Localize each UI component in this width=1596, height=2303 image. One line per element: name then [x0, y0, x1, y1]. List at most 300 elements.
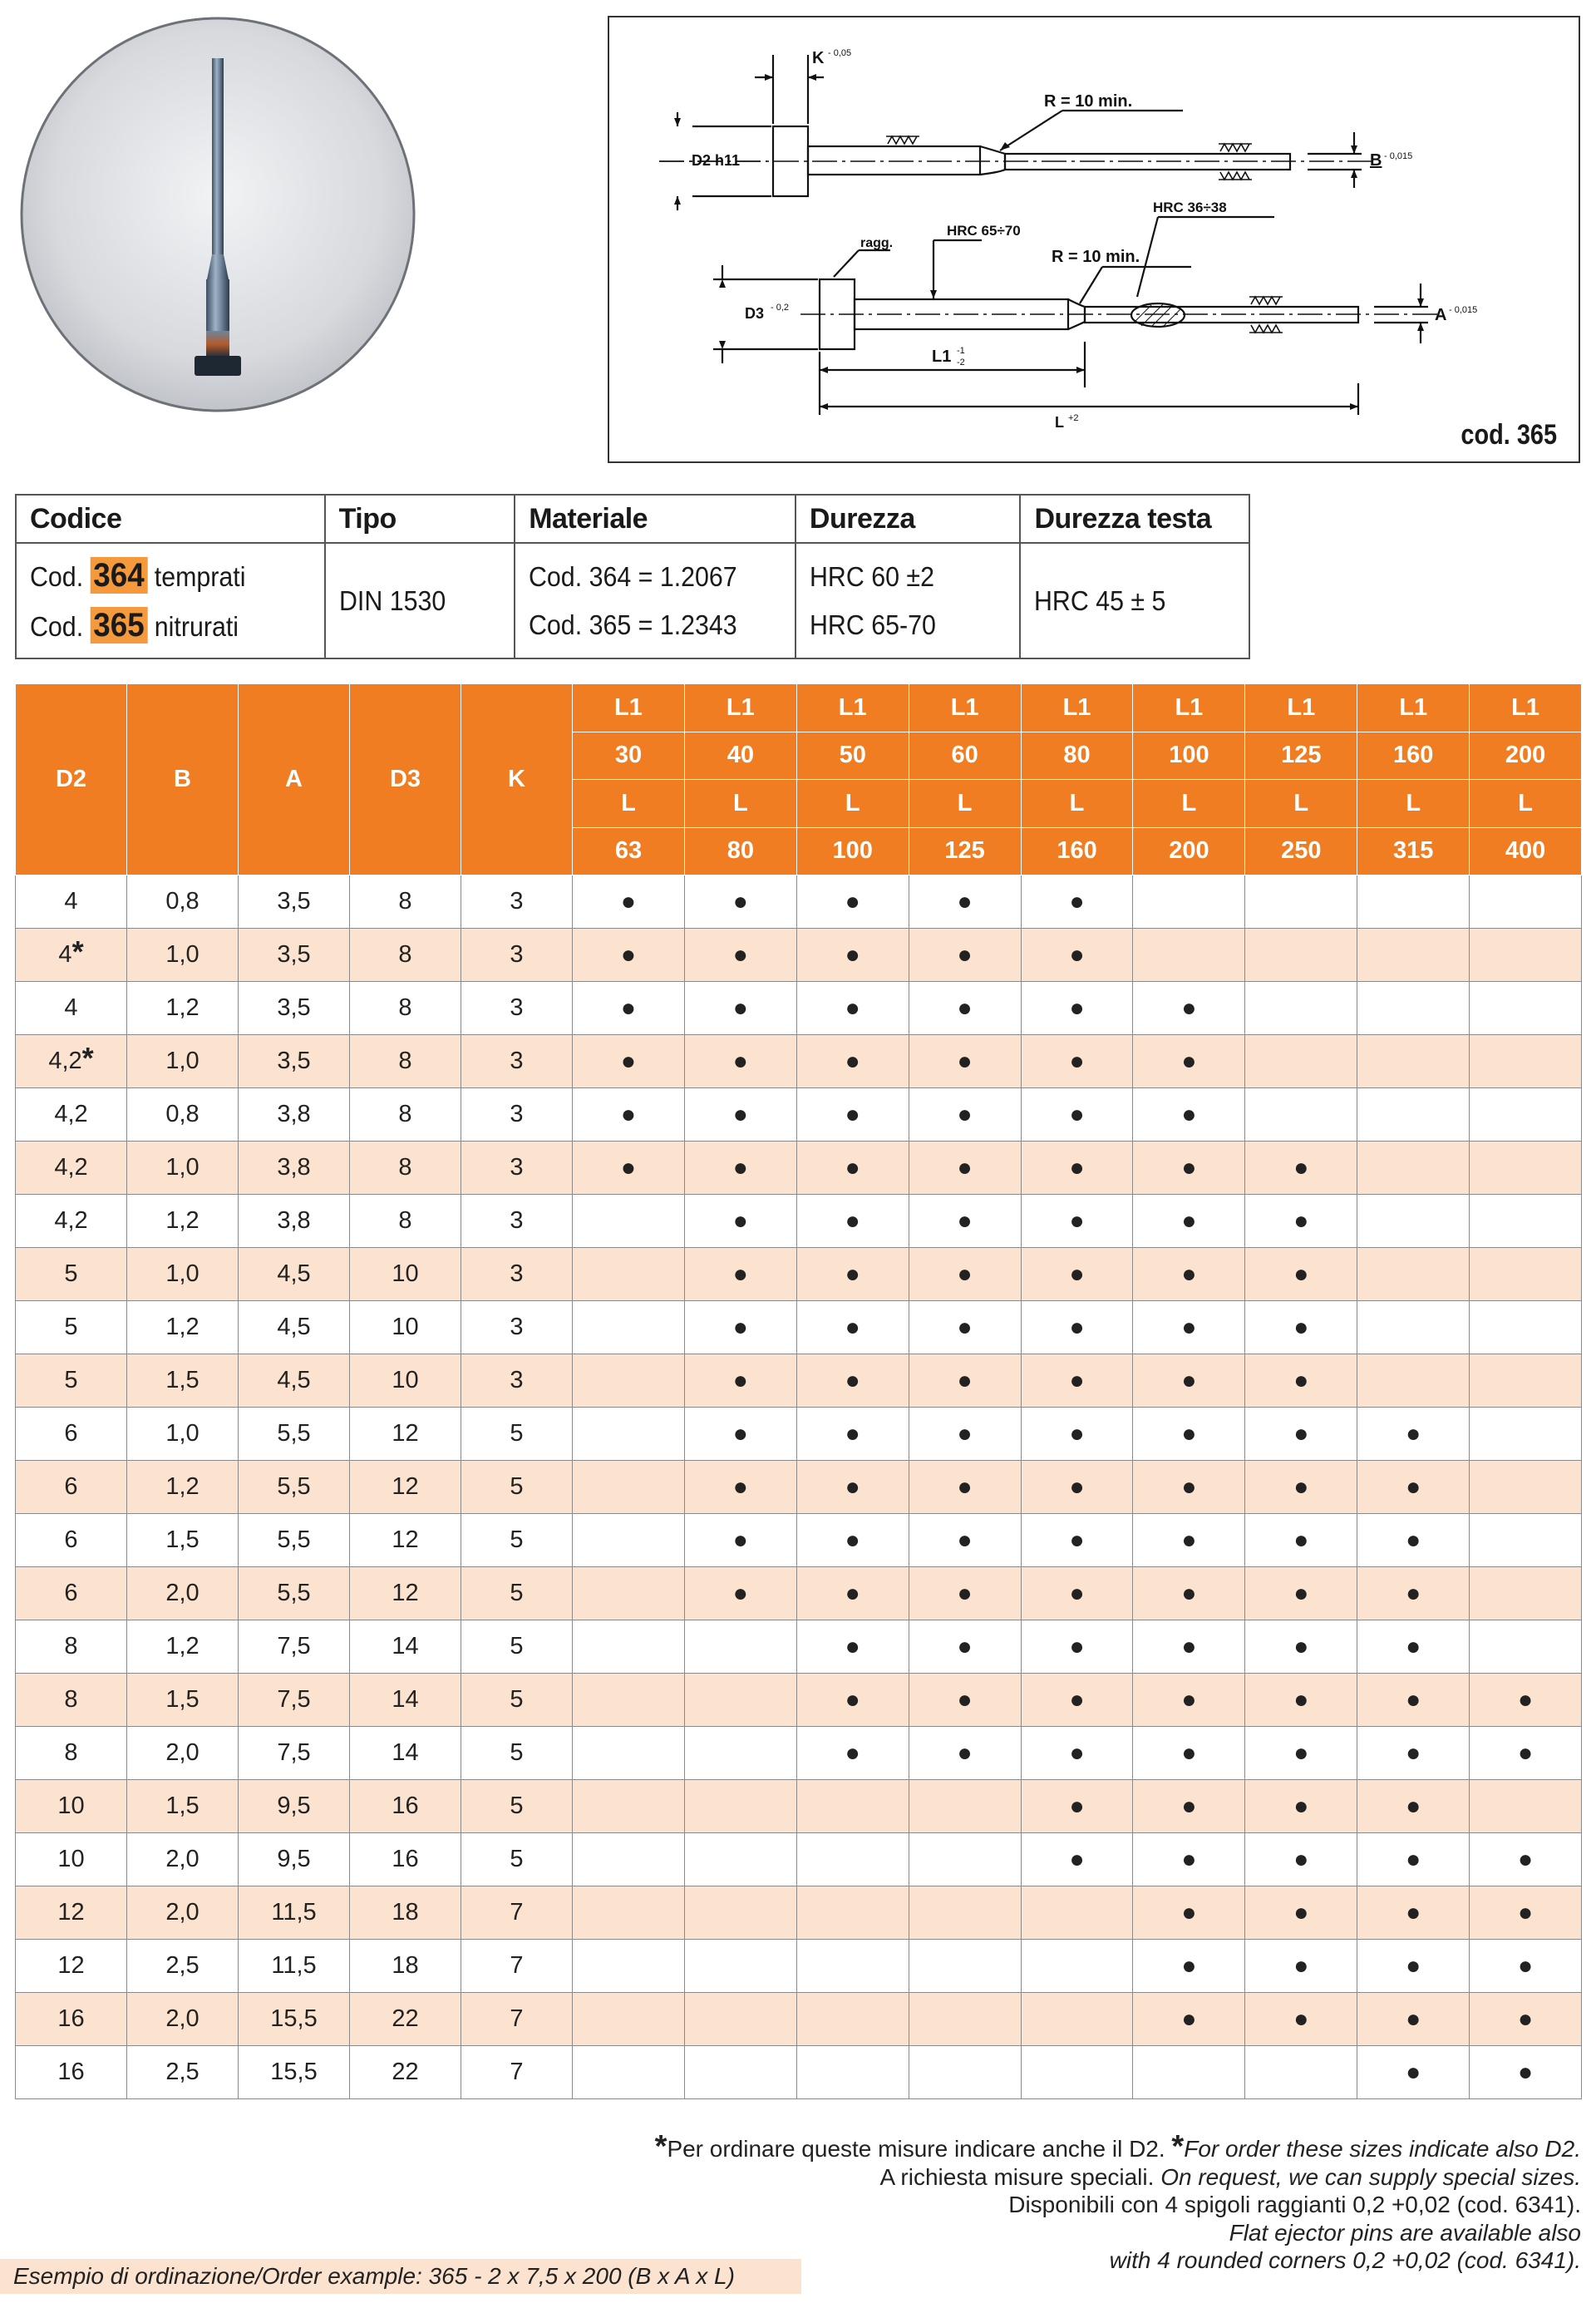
availability-cell: ●	[1245, 1727, 1357, 1780]
spec-tipo-cell	[325, 543, 515, 658]
availability-cell: ●	[1245, 1780, 1357, 1833]
availability-cell: ●	[1470, 1886, 1582, 1940]
d2-label: D2 h11	[692, 152, 741, 169]
availability-cell	[573, 1567, 685, 1620]
availability-cell	[909, 1940, 1021, 1993]
availability-cell	[573, 1461, 685, 1514]
table-row	[16, 1727, 1582, 1780]
availability-cell: ●	[684, 1195, 796, 1248]
cell-d3: 14	[350, 1620, 461, 1674]
spec-durezza-cell	[796, 543, 1021, 658]
availability-cell: ●	[1470, 1940, 1582, 1993]
cell-b: 1,5	[127, 1354, 239, 1408]
d2-value: 16	[57, 2059, 85, 2085]
code-364-line	[30, 551, 245, 601]
table-row	[16, 1354, 1582, 1408]
availability-cell: ●	[684, 1408, 796, 1461]
spec-durezza-testa-cell	[1020, 543, 1249, 658]
cell-k: 7	[461, 1940, 573, 1993]
cell-d3: 8	[350, 875, 461, 929]
availability-cell: ●	[1021, 1142, 1133, 1195]
availability-cell	[1470, 1088, 1582, 1142]
cell-a: 3,8	[239, 1088, 350, 1142]
header-l-value: 80	[684, 827, 796, 875]
d2-value: 12	[57, 1952, 85, 1979]
header-l1-label: L1	[796, 684, 909, 732]
cell-b: 1,2	[127, 1620, 239, 1674]
availability-cell: ●	[796, 1195, 909, 1248]
cell-a: 3,8	[239, 1195, 350, 1248]
cell-b: 1,0	[127, 929, 239, 982]
availability-cell	[796, 1833, 909, 1886]
a-label: A	[1435, 306, 1447, 324]
cell-d3: 8	[350, 982, 461, 1035]
drawing-code-label: cod. 365	[1461, 419, 1557, 451]
table-row	[16, 1035, 1582, 1088]
cell-k: 3	[461, 1301, 573, 1354]
cell-d2	[16, 1674, 127, 1727]
cell-k: 5	[461, 1833, 573, 1886]
header-l1-value: 125	[1245, 732, 1357, 780]
cell-k: 5	[461, 1674, 573, 1727]
cell-a: 11,5	[239, 1886, 350, 1940]
cell-b: 1,0	[127, 1248, 239, 1301]
availability-cell: ●	[1470, 1833, 1582, 1886]
availability-cell	[909, 1993, 1021, 2046]
availability-cell: ●	[1245, 1567, 1357, 1620]
availability-cell: ●	[1133, 1886, 1245, 1940]
cell-d3: 8	[350, 1035, 461, 1088]
cell-k: 3	[461, 1035, 573, 1088]
availability-cell: ●	[1133, 1035, 1245, 1088]
availability-cell: ●	[1133, 1408, 1245, 1461]
availability-cell: ●	[796, 1408, 909, 1461]
cell-a: 15,5	[239, 2046, 350, 2099]
code-365-suffix: nitrurati	[154, 610, 239, 642]
availability-cell	[1357, 1035, 1470, 1088]
availability-cell: ●	[1245, 1886, 1357, 1940]
materiale-365: Cod. 365 = 1.2343	[529, 609, 737, 640]
availability-cell: ●	[1133, 1514, 1245, 1567]
availability-cell: ●	[1357, 1833, 1470, 1886]
availability-cell: ●	[909, 1195, 1021, 1248]
header-l1-label: L1	[1245, 684, 1357, 732]
availability-cell	[684, 1886, 796, 1940]
availability-cell: ●	[1245, 1354, 1357, 1408]
table-row	[16, 1833, 1582, 1886]
availability-cell: ●	[1021, 1408, 1133, 1461]
availability-cell	[1357, 929, 1470, 982]
cell-d3: 16	[350, 1833, 461, 1886]
cell-d2	[16, 982, 127, 1035]
d2-value: 6	[64, 1526, 78, 1553]
cell-a: 3,5	[239, 1035, 350, 1088]
availability-cell	[1470, 1567, 1582, 1620]
availability-cell	[573, 1993, 685, 2046]
table-row	[16, 1461, 1582, 1514]
cell-a: 7,5	[239, 1674, 350, 1727]
table-row	[16, 1088, 1582, 1142]
cell-d2	[16, 1195, 127, 1248]
table-row	[16, 929, 1582, 982]
availability-cell: ●	[909, 1567, 1021, 1620]
hrc-surface-label: HRC 65÷70	[947, 223, 1021, 239]
cell-b: 1,0	[127, 1035, 239, 1088]
raggio-label: ragg.	[860, 236, 894, 250]
cell-k: 5	[461, 1567, 573, 1620]
availability-cell	[573, 1674, 685, 1727]
availability-cell: ●	[1021, 1354, 1133, 1408]
durezza-testa-value: HRC 45 ± 5	[1034, 584, 1166, 616]
cell-d2	[16, 1408, 127, 1461]
cell-d3: 12	[350, 1461, 461, 1514]
availability-cell: ●	[1133, 1727, 1245, 1780]
table-row	[16, 1993, 1582, 2046]
table-row	[16, 1408, 1582, 1461]
table-row	[16, 1620, 1582, 1674]
availability-cell: ●	[1021, 1301, 1133, 1354]
availability-cell: ●	[796, 1567, 909, 1620]
availability-cell: ●	[1245, 1142, 1357, 1195]
availability-cell: ●	[1133, 1354, 1245, 1408]
cell-b: 0,8	[127, 1088, 239, 1142]
availability-cell	[909, 1833, 1021, 1886]
cell-d2	[16, 1461, 127, 1514]
cell-d2	[16, 1993, 127, 2046]
availability-cell	[573, 1886, 685, 1940]
availability-cell	[796, 1886, 909, 1940]
availability-cell: ●	[684, 982, 796, 1035]
header-l1-label: L1	[573, 684, 685, 732]
availability-cell	[1021, 1940, 1133, 1993]
d2-value: 8	[64, 1633, 78, 1659]
availability-cell	[1470, 1195, 1582, 1248]
availability-cell: ●	[909, 1408, 1021, 1461]
durezza-365: HRC 65-70	[809, 609, 936, 640]
cell-d3: 22	[350, 2046, 461, 2099]
availability-cell: ●	[909, 1514, 1021, 1567]
availability-cell	[796, 2046, 909, 2099]
cell-a: 5,5	[239, 1567, 350, 1620]
availability-cell: ●	[796, 1301, 909, 1354]
technical-drawing	[608, 16, 1580, 463]
spec-codice-cell	[16, 543, 325, 658]
l1-tolerance-lower: -2	[957, 358, 965, 367]
code-prefix: Cod.	[30, 610, 84, 642]
cell-d3: 8	[350, 1142, 461, 1195]
d2-value: 4	[64, 994, 78, 1021]
availability-cell	[1021, 1886, 1133, 1940]
header-d3: D3	[350, 684, 461, 875]
availability-cell: ●	[909, 1088, 1021, 1142]
cell-d3: 8	[350, 1195, 461, 1248]
cell-a: 3,5	[239, 875, 350, 929]
spec-header-tipo: Tipo	[325, 495, 515, 543]
availability-cell: ●	[1021, 1727, 1133, 1780]
availability-cell: ●	[684, 1142, 796, 1195]
d2-value: 5	[64, 1367, 78, 1393]
availability-cell: ●	[1357, 1886, 1470, 1940]
d2-value: 4	[64, 888, 78, 915]
availability-cell	[1357, 1142, 1470, 1195]
code-364-badge: 364	[91, 557, 148, 594]
availability-cell: ●	[909, 1674, 1021, 1727]
d2-value: 6	[64, 1473, 78, 1500]
availability-cell	[1357, 875, 1470, 929]
availability-cell: ●	[1357, 1514, 1470, 1567]
availability-cell	[1470, 1301, 1582, 1354]
cell-a: 3,5	[239, 982, 350, 1035]
availability-cell	[1470, 1461, 1582, 1514]
cell-d3: 14	[350, 1727, 461, 1780]
availability-cell: ●	[684, 875, 796, 929]
cell-d3: 18	[350, 1940, 461, 1993]
availability-cell: ●	[1357, 1993, 1470, 2046]
asterisk-mark: *	[1171, 2129, 1185, 2164]
radius-bottom-label: R = 10 min.	[1052, 248, 1140, 266]
availability-cell	[573, 1354, 685, 1408]
availability-cell: ●	[1245, 1195, 1357, 1248]
availability-cell: ●	[1245, 1514, 1357, 1567]
note-2-italian: A richiesta misure speciali.	[879, 2163, 1155, 2190]
cell-a: 7,5	[239, 1620, 350, 1674]
availability-cell	[573, 1780, 685, 1833]
radius-top-label: R = 10 min.	[1044, 92, 1133, 111]
header-l-value: 63	[573, 827, 685, 875]
availability-cell: ●	[909, 1301, 1021, 1354]
availability-cell: ●	[1245, 1833, 1357, 1886]
availability-cell	[1470, 1780, 1582, 1833]
header-l1-value: 60	[909, 732, 1021, 780]
availability-cell: ●	[1470, 2046, 1582, 2099]
availability-cell	[909, 1886, 1021, 1940]
cell-k: 3	[461, 982, 573, 1035]
availability-cell: ●	[1245, 1301, 1357, 1354]
cell-k: 7	[461, 1993, 573, 2046]
cell-a: 7,5	[239, 1727, 350, 1780]
availability-cell	[573, 1514, 685, 1567]
cell-a: 4,5	[239, 1354, 350, 1408]
availability-cell	[909, 1780, 1021, 1833]
cell-d2	[16, 1780, 127, 1833]
availability-cell: ●	[1133, 1195, 1245, 1248]
cell-d3: 10	[350, 1354, 461, 1408]
d2-value: 5	[64, 1314, 78, 1340]
header-l1-label: L1	[1133, 684, 1245, 732]
availability-cell	[684, 1674, 796, 1727]
availability-cell	[573, 2046, 685, 2099]
availability-cell: ●	[1133, 1993, 1245, 2046]
table-row	[16, 1195, 1582, 1248]
availability-cell	[1133, 929, 1245, 982]
cell-d3: 8	[350, 1088, 461, 1142]
d2-value: 8	[64, 1739, 78, 1766]
availability-cell: ●	[1245, 1940, 1357, 1993]
cell-a: 9,5	[239, 1833, 350, 1886]
availability-cell	[684, 1780, 796, 1833]
d2-value: 6	[64, 1580, 78, 1606]
availability-cell: ●	[1245, 1620, 1357, 1674]
header-l-value: 315	[1357, 827, 1470, 875]
cell-d3: 18	[350, 1886, 461, 1940]
d3-label: D3	[745, 305, 765, 322]
table-row	[16, 1674, 1582, 1727]
d2-value: 4,2	[48, 1048, 82, 1074]
availability-cell: ●	[796, 929, 909, 982]
availability-cell	[573, 1408, 685, 1461]
availability-cell: ●	[1470, 1674, 1582, 1727]
table-row	[16, 1248, 1582, 1301]
spec-header-durezza: Durezza	[796, 495, 1021, 543]
availability-cell	[1470, 1354, 1582, 1408]
code-364-suffix: temprati	[154, 560, 246, 592]
cell-d2	[16, 1833, 127, 1886]
cell-d2	[16, 1301, 127, 1354]
availability-cell: ●	[1357, 1780, 1470, 1833]
note-1-italian: Per ordinare queste misure indicare anche il D2.	[667, 2136, 1165, 2162]
cell-d3: 12	[350, 1408, 461, 1461]
availability-cell	[573, 1940, 685, 1993]
availability-cell: ●	[1357, 1727, 1470, 1780]
availability-cell	[1021, 1993, 1133, 2046]
d2-value: 10	[57, 1846, 85, 1872]
cell-b: 0,8	[127, 875, 239, 929]
availability-cell: ●	[796, 1620, 909, 1674]
cell-d3: 10	[350, 1248, 461, 1301]
availability-cell	[684, 1833, 796, 1886]
cell-b: 2,5	[127, 1940, 239, 1993]
tipo-value: DIN 1530	[338, 584, 446, 616]
cell-k: 3	[461, 1088, 573, 1142]
cell-a: 5,5	[239, 1514, 350, 1567]
availability-cell	[909, 2046, 1021, 2099]
header-l1-value: 40	[684, 732, 796, 780]
availability-cell: ●	[573, 929, 685, 982]
cell-a: 11,5	[239, 1940, 350, 1993]
cell-b: 1,0	[127, 1408, 239, 1461]
d2-value: 4,2	[54, 1154, 88, 1181]
availability-cell: ●	[1021, 1567, 1133, 1620]
d2-value: 12	[57, 1899, 85, 1926]
cell-b: 1,2	[127, 1195, 239, 1248]
cell-b: 1,5	[127, 1780, 239, 1833]
header-l1-value: 80	[1021, 732, 1133, 780]
cell-k: 3	[461, 875, 573, 929]
header-l1-value: 50	[796, 732, 909, 780]
cell-k: 5	[461, 1461, 573, 1514]
header-a: A	[239, 684, 350, 875]
cell-d2	[16, 1886, 127, 1940]
availability-cell	[573, 1248, 685, 1301]
availability-cell: ●	[909, 1727, 1021, 1780]
note-line-4	[500, 2219, 1581, 2247]
cell-d3: 8	[350, 929, 461, 982]
code-prefix: Cod.	[30, 560, 84, 592]
availability-cell: ●	[1021, 875, 1133, 929]
availability-cell	[1357, 982, 1470, 1035]
header-l1-label: L1	[909, 684, 1021, 732]
availability-cell: ●	[1133, 1780, 1245, 1833]
cell-a: 3,8	[239, 1142, 350, 1195]
availability-cell: ●	[1021, 1674, 1133, 1727]
availability-cell: ●	[1133, 1301, 1245, 1354]
availability-cell: ●	[1245, 1408, 1357, 1461]
cell-d2	[16, 1142, 127, 1195]
header-l1-label: L1	[1357, 684, 1470, 732]
table-row	[16, 1301, 1582, 1354]
cell-a: 4,5	[239, 1301, 350, 1354]
header-b: B	[127, 684, 239, 875]
availability-cell	[1470, 875, 1582, 929]
header-l1-label: L1	[1021, 684, 1133, 732]
availability-cell: ●	[796, 982, 909, 1035]
table-row	[16, 982, 1582, 1035]
header-l-value: 200	[1133, 827, 1245, 875]
cell-d2	[16, 1354, 127, 1408]
durezza-364: HRC 60 ±2	[809, 560, 934, 592]
cell-k: 5	[461, 1780, 573, 1833]
a-tolerance: - 0,015	[1449, 305, 1478, 315]
d2-value: 16	[57, 2005, 85, 2032]
cell-b: 1,5	[127, 1674, 239, 1727]
cell-b: 2,0	[127, 1993, 239, 2046]
availability-cell: ●	[1021, 1780, 1133, 1833]
d2-value: 4,2	[54, 1207, 88, 1234]
availability-cell: ●	[573, 982, 685, 1035]
k-label: K	[812, 49, 825, 67]
cell-d2	[16, 1248, 127, 1301]
availability-cell	[1470, 1035, 1582, 1088]
b-tolerance: - 0,015	[1384, 151, 1413, 161]
header-l-value: 100	[796, 827, 909, 875]
header-l-label: L	[573, 780, 685, 828]
code-365-badge: 365	[91, 607, 148, 644]
cell-k: 3	[461, 1195, 573, 1248]
asterisk-mark: *	[81, 1041, 94, 1075]
cell-k: 3	[461, 1142, 573, 1195]
availability-cell: ●	[909, 982, 1021, 1035]
spec-header-durezza-testa: Durezza testa	[1020, 495, 1249, 543]
drawing-lines	[609, 17, 1579, 461]
availability-cell: ●	[684, 1461, 796, 1514]
spec-header-materiale: Materiale	[515, 495, 796, 543]
cell-k: 7	[461, 1886, 573, 1940]
availability-cell	[1470, 929, 1582, 982]
availability-cell: ●	[909, 929, 1021, 982]
header-l-label: L	[796, 780, 909, 828]
table-row	[16, 875, 1582, 929]
order-example: Esempio di ordinazione/Order example: 365 - 2 x 7,5 x 200 (B x A x L)	[0, 2259, 801, 2294]
availability-cell	[1133, 2046, 1245, 2099]
availability-cell: ●	[1133, 1567, 1245, 1620]
availability-cell	[1470, 1408, 1582, 1461]
availability-cell: ●	[684, 1088, 796, 1142]
availability-cell: ●	[1357, 1408, 1470, 1461]
cell-d3: 10	[350, 1301, 461, 1354]
availability-cell: ●	[684, 1301, 796, 1354]
notes	[500, 2129, 1581, 2275]
header-l-label: L	[1245, 780, 1357, 828]
availability-cell	[1470, 982, 1582, 1035]
cell-a: 15,5	[239, 1993, 350, 2046]
availability-cell: ●	[796, 1461, 909, 1514]
table-row	[16, 1886, 1582, 1940]
header-l1-value: 200	[1470, 732, 1582, 780]
header-l-value: 160	[1021, 827, 1133, 875]
availability-cell	[1470, 1248, 1582, 1301]
availability-cell: ●	[1021, 1035, 1133, 1088]
availability-cell: ●	[1021, 1620, 1133, 1674]
